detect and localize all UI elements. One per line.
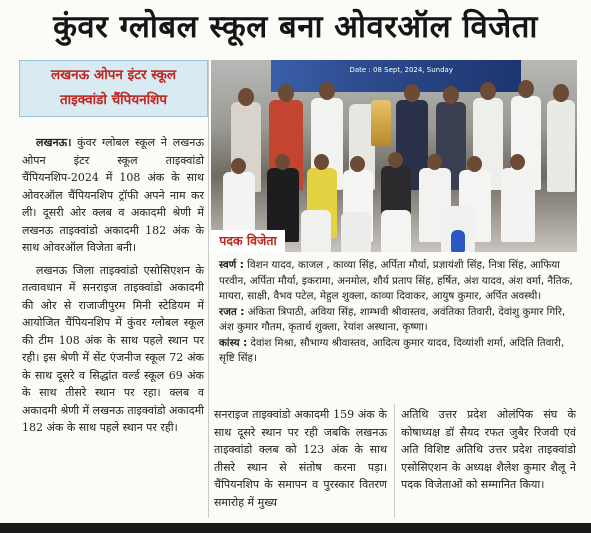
bronze-label: कांस्य :: [219, 336, 248, 349]
photo-figure-head: [480, 82, 496, 100]
photo-figure-head: [238, 88, 254, 106]
article-column-left: [22, 134, 204, 437]
photo-figure-head: [388, 152, 403, 168]
silver-medalists: [219, 305, 579, 336]
subhead-box: [19, 60, 208, 117]
silver-label: रजत :: [219, 305, 245, 318]
photo-figure: [301, 210, 331, 252]
photo-figure-head: [443, 86, 459, 104]
photo-caption: पदक विजेता: [211, 230, 285, 252]
dateline: लखनऊ।: [36, 136, 72, 149]
headline: कुंवर ग्लोबल स्कूल बना ओवरऑल विजेता: [53, 9, 538, 45]
photo-figure-head: [231, 158, 246, 174]
photo-figure: [341, 212, 371, 252]
photo-figure: [547, 100, 575, 192]
gold-label: स्वर्ण :: [219, 259, 244, 271]
photo-figure: [501, 168, 535, 242]
photo-figure-head: [278, 84, 294, 102]
medal-winners-photo: [211, 60, 577, 252]
article-paragraph-2: लखनऊ जिला ताइक्वांडो एसोसिएशन के तत्वावधान में सनराइज ताइक्वांडो अकादमी की ओर से राजाजीपुरम मिनी स्टेडियम में आयोजित चैंपियनशिप में कुंवर ग्लोबल स्कूल की टीम 108 अंक के साथ पहले स्थान पर रही। इस श्रेणी में सेंट एंजनीज स्कूल 72 अंक के साथ दूसरे व सिद्धांत वर्ल्ड स्कूल 69 अंक के साथ तीसरे स्थान पर रहा। क्लब व अकादमी श्रेणी में लखनऊ ताइक्वांडो अकादमी 182 अंक के साथ पहले स्थान पर रही।: [22, 263, 204, 434]
subhead-line-1: लखनऊ ओपन इंटर स्कूल: [50, 67, 177, 83]
article-column-right: अतिथि उत्तर प्रदेश ओलंपिक संघ के कोषाध्यक्ष डॉ सैयद रफत जुबैर रिजवी एवं अति विशिष्ट अतिथि उत्तर प्रदेश ताइक्वांडो एसोसिएशन के अध्यक्ष शैलेश कुमार शैलू ने पदक विजेताओं को सम्मानित किया।: [401, 408, 576, 491]
article-column-middle: सनराइज ताइक्वांडो अकादमी 159 अंक के साथ दूसरे स्थान पर रही जबकि लखनऊ ताइक्वांडो क्लब को 123 अंक के साथ तीसरे स्थान से संतोष करना पड़ा। चैंपियनशिप के समापन व पुरस्कार वितरण समारोह में मुख्य: [214, 408, 387, 509]
photo-figure-head: [553, 84, 569, 102]
column-divider: [394, 404, 395, 518]
photo-figure-head: [314, 154, 329, 170]
column-divider: [208, 60, 209, 518]
article-paragraph-1: [22, 134, 204, 257]
photo-figure-head: [467, 156, 482, 172]
photo-figure-head: [319, 82, 335, 100]
bronze-medalists: [219, 336, 579, 367]
article-p1-text: कुंवर ग्लोबल स्कूल ने लखनऊ ओपन इंटर स्कूल ताइक्वांडो चैंपियनशिप-2024 में 108 अंक के साथ ओवरऑल चैंपियनशिप ट्रॉफी अपने नाम कर ली। दूसरी ओर क्लब व अकादमी श्रेणी में लखनऊ ताइक्वांडो अकादमी 182 अंक के साथ ओवरऑल विजेता बनी।: [22, 136, 205, 254]
photo-figure-head: [350, 156, 365, 172]
gold-names: विशन यादव, काजल , काव्या सिंह, अर्पिता मौर्या, प्रज्ञायंशी सिंह, नित्रा सिंह, आफिया परवीन, अर्पिता मौर्या, इकरामा, अनमोल, शौर्य प्रताप सिंह, हर्षित, अंश यादव, अंश वर्मा, नैतिक, मायरा, साक्षी, वैभव पटेल, मेहुल शुक्ला, काव्या दिवाकर, आयुष कुमार, अर्पित अवस्थी।: [219, 259, 573, 302]
subhead-line-2: ताइक्वांडो चैंपियनशिप: [59, 92, 167, 108]
medal-list: [219, 258, 579, 367]
photo-figure: [451, 230, 465, 252]
photo-figure-head: [404, 84, 420, 102]
photo-figure: [381, 210, 411, 252]
photo-figure-head: [427, 154, 442, 170]
photo-figure-head: [510, 154, 525, 170]
gold-medalists: [219, 258, 579, 305]
bronze-names: देवांश मिश्रा, सौभाग्य श्रीवास्तव, आदित्य कुमार यादव, दिव्यांशी शर्मा, अदिति तिवारी, सृष्टि सिंह।: [219, 336, 565, 364]
next-headline-strip: [0, 523, 591, 533]
photo-figure-head: [275, 154, 290, 170]
trophy-icon: [371, 100, 391, 146]
banner-date-text: Date : 08 Sept, 2024, Sunday: [349, 66, 453, 74]
photo-figure-head: [518, 80, 534, 98]
silver-names: अंकिता त्रिपाठी, अविया सिंह, शाम्भवी श्रीवास्तव, अवंतिका तिवारी, देवांशु कुमार गिरि, अंश कुमार गौतम, कृतार्थ शुक्ला, रेयांश अस्थाना, कृष्णा।: [219, 305, 566, 333]
